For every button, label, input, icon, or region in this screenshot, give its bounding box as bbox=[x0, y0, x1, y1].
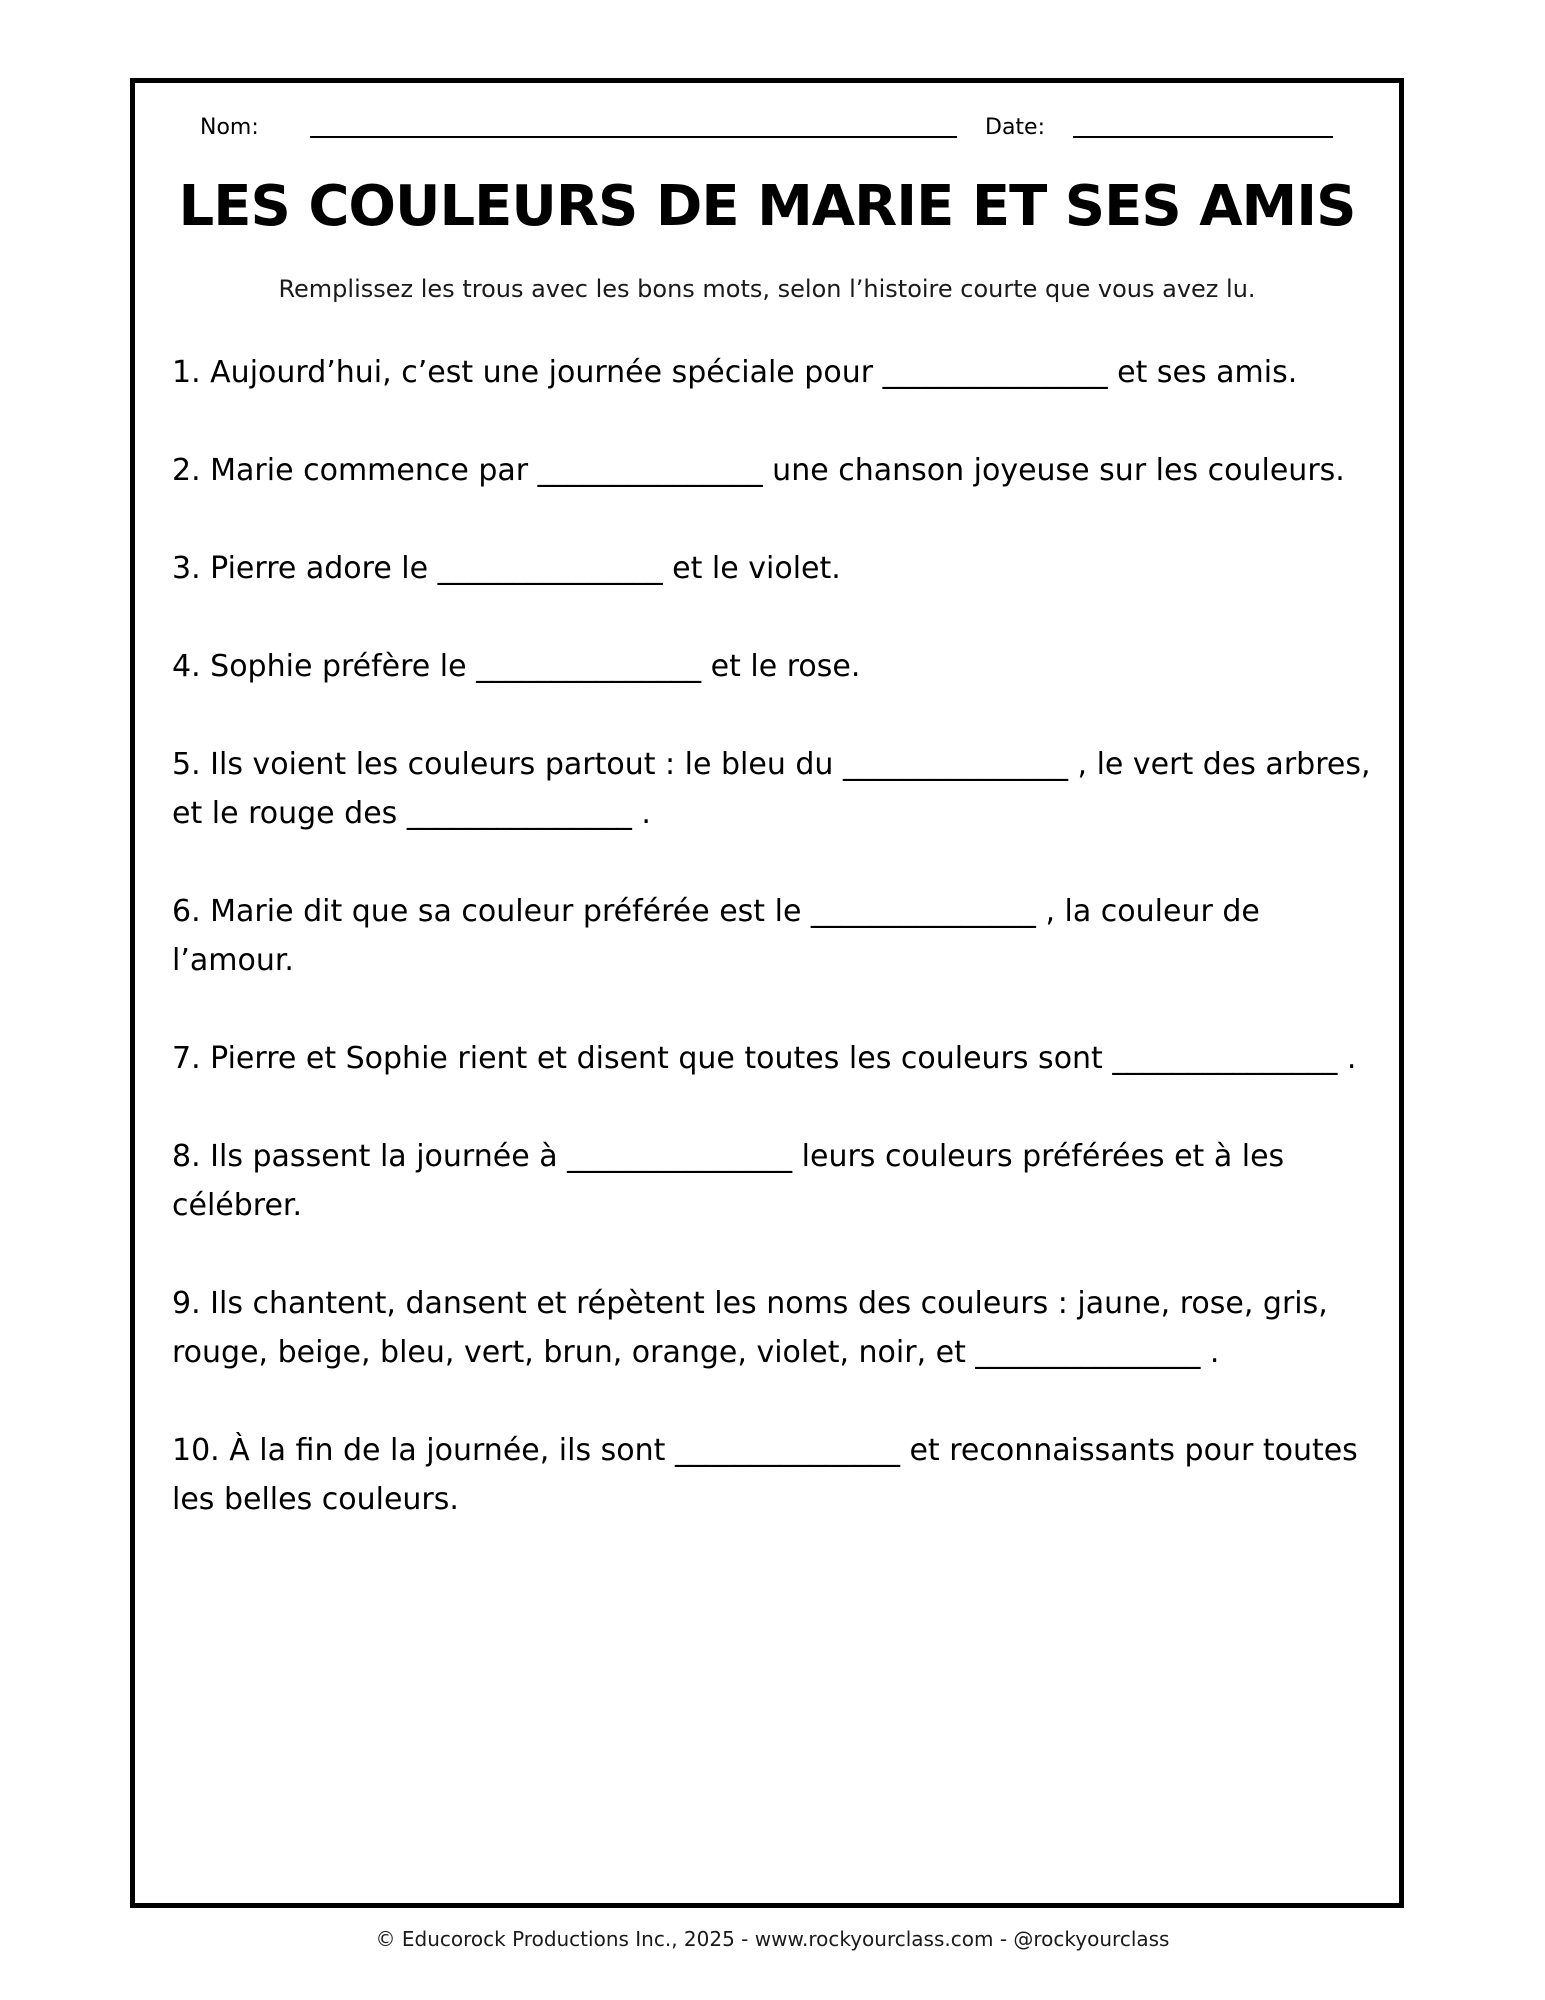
date-blank-line bbox=[1073, 136, 1333, 138]
date-label: Date: bbox=[985, 115, 1045, 140]
question-4: 4. Sophie préfère le _______________ et le rose. bbox=[172, 649, 861, 684]
question-2: 2. Marie commence par _______________ une chanson joyeuse sur les couleurs. bbox=[172, 453, 1345, 488]
question-8: 8. Ils passent la journée à _______________ leurs couleurs préférées et à les célébrer. bbox=[172, 1139, 1285, 1223]
question-7: 7. Pierre et Sophie rient et disent que toutes les couleurs sont _______________ . bbox=[172, 1041, 1357, 1076]
question-9: 9. Ils chantent, dansent et répètent les noms des couleurs : jaune, rose, gris, rouge, beige, bleu, vert, brun, orange, violet, noir, et _______________ . bbox=[172, 1286, 1328, 1370]
question-5: 5. Ils voient les couleurs partout : le bleu du _______________ , le vert des arbres, et le rouge des _______________ . bbox=[172, 747, 1371, 831]
question-list bbox=[172, 348, 1377, 1573]
question-10: 10. À la fin de la journée, ils sont _______________ et reconnaissants pour toutes les belles couleurs. bbox=[172, 1433, 1358, 1517]
name-blank-line bbox=[310, 136, 957, 138]
worksheet-title: LES COULEURS DE MARIE ET SES AMIS bbox=[178, 174, 1356, 239]
name-label: Nom: bbox=[200, 115, 259, 140]
worksheet-header bbox=[200, 115, 1340, 151]
copyright-footer: © Educorock Productions Inc., 2025 - www.rockyourclass.com - @rockyourclass bbox=[375, 1927, 1170, 1951]
question-1: 1. Aujourd’hui, c’est une journée spéciale pour _______________ et ses amis. bbox=[172, 355, 1298, 390]
instructions: Remplissez les trous avec les bons mots, selon l’histoire courte que vous avez lu. bbox=[278, 275, 1256, 303]
question-3: 3. Pierre adore le _______________ et le violet. bbox=[172, 551, 841, 586]
question-6: 6. Marie dit que sa couleur préférée est le _______________ , la couleur de l’amour. bbox=[172, 894, 1260, 978]
